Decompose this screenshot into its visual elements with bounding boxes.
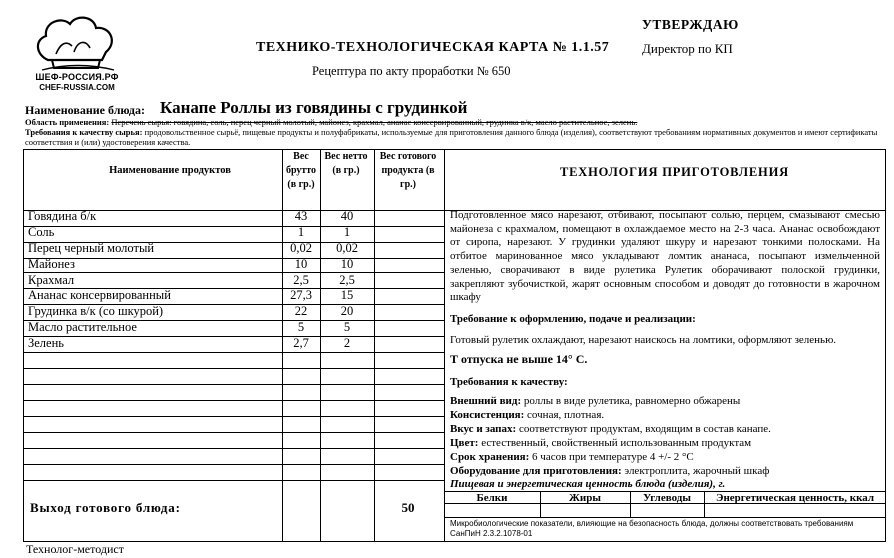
ingredient-name: Ананас консервированный	[28, 288, 171, 302]
nutrition-protein-header: Белки	[476, 492, 508, 504]
look-text: роллы в виде рулетика, равномерно обжарены	[523, 395, 741, 407]
scope-text: Перечень сырья: говядина, соль, перец черный молотый, майонез, крахмал, ананас консервированный, грудинка в/к, масло растительное, зелень.	[111, 117, 638, 127]
storage-line	[450, 451, 880, 465]
requirements-line	[25, 128, 885, 147]
logo-text-en: CHEF-RUSSIA.COM	[39, 83, 115, 92]
nutrition-title: Пищевая и энергетическая ценность блюда (изделия), г.	[450, 478, 726, 490]
ingredient-net: 2	[343, 336, 351, 350]
serving-temperature: Т отпуска не выше 14° С.	[450, 352, 588, 366]
color-text: естественный, свойственный использованным продуктам	[481, 437, 752, 449]
director-label: Директор по КП	[642, 41, 733, 56]
color-line	[450, 437, 880, 451]
ingredient-gross: 10	[294, 257, 308, 271]
equipment-line	[450, 465, 880, 479]
ingredient-gross: 1	[297, 225, 305, 239]
consistency-text: сочная, плотная.	[527, 409, 605, 421]
ingredient-net: 2,5	[339, 273, 355, 287]
col-ready-header: Вес готового продукта (в гр.)	[379, 151, 437, 190]
ingredient-net: 5	[343, 320, 351, 334]
ingredient-name: Майонез	[28, 257, 75, 271]
nutrition-fat-header: Жиры	[569, 492, 601, 504]
serving-title: Требование к оформлению, подаче и реализации:	[450, 313, 696, 325]
approve-label: УТВЕРЖДАЮ	[642, 17, 739, 32]
nutrition-carbs-header: Углеводы	[643, 492, 691, 504]
ingredient-name: Крахмал	[28, 273, 75, 287]
ingredient-net: 20	[340, 304, 354, 318]
card-subtitle: Рецептура по акту проработки № 650	[312, 64, 511, 78]
ingredient-gross: 0,02	[290, 241, 312, 255]
ingredient-name: Масло растительное	[28, 320, 137, 334]
yield-label: Выход готового блюда:	[30, 500, 181, 515]
ingredient-gross: 43	[294, 209, 308, 223]
storage-text: 6 часов при температуре 4 +/- 2 °С	[532, 451, 694, 463]
look-label: Внешний вид:	[450, 395, 522, 407]
color-label: Цвет:	[450, 437, 479, 449]
col-net-header: Вес нетто (в гр.)	[324, 151, 368, 176]
storage-label: Срок хранения:	[450, 451, 530, 463]
ingredient-name: Перец черный молотый	[28, 241, 155, 255]
requirements-text: продовольственное сырьё, пищевые продукты и полуфабрикаты, используемые для приготовления данного блюда (изделия), соответствуют требованиям нормативных документов и имеют сертификаты соответствия и (или) удостоверения качества.	[25, 127, 878, 147]
ingredient-name: Зелень	[28, 336, 64, 350]
equipment-label: Оборудование для приготовления:	[450, 465, 622, 477]
microbiology-note: Микробиологические показатели, влияющие на безопасность блюда, должны соответствовать требованиям СанПиН 2.3.2.1078-01	[450, 519, 854, 538]
ingredient-gross: 2,5	[293, 273, 309, 287]
consistency-label: Консистенция:	[450, 409, 525, 421]
col-product-header: Наименование продуктов	[109, 165, 231, 176]
logo-text-ru: ШЕФ-РОССИЯ.РФ	[35, 72, 119, 82]
yield-value: 50	[401, 500, 415, 515]
card-title: ТЕХНИКО-ТЕХНОЛОГИЧЕСКАЯ КАРТА № 1.1.57	[256, 40, 610, 55]
tech-section-title: ТЕХНОЛОГИЯ ПРИГОТОВЛЕНИЯ	[560, 165, 789, 179]
scope-label: Область применения:	[25, 117, 110, 127]
taste-line	[450, 423, 880, 437]
quality-title: Требования к качеству:	[450, 376, 568, 388]
ingredient-net: 1	[343, 225, 351, 239]
ingredient-net: 10	[340, 257, 354, 271]
process-text: Подготовленное мясо нарезают, отбивают, посыпают солью, перцем, смазывают смесью майонеза с крахмалом, помещают в охлаждаемое место на 2-3 часа. Ананас освобождают от сиропа, нарезают. У грудинки удаляют шкуру и нарезают тонкими полосками. На отбитое маринованное мясо укладывают ломтик ананаса, посыпают измельченной зеленью, сворачивают в виде рулетика Рулетик оборачивают полоской грудинки, закрепляют зубочисткой, жарят основным способом и доводят до готовности в жарочном шкафу	[450, 209, 880, 304]
ingredient-name: Соль	[28, 225, 55, 239]
dish-name: Канапе Роллы из говядины с грудинкой	[160, 98, 468, 117]
ingredient-net: 0,02	[336, 241, 358, 255]
ingredient-gross: 22	[294, 304, 308, 318]
taste-text: соответствуют продуктам, входящим в состав канапе.	[518, 423, 771, 435]
serving-text: Готовый рулетик охлаждают, нарезают наискось на ломтики, оформляют зеленью.	[450, 334, 837, 346]
col-gross-header: Вес брутто (в гр.)	[285, 151, 317, 190]
equipment-text: электроплита, жарочный шкаф	[624, 465, 770, 477]
ingredient-name: Грудинка в/к (со шкурой)	[28, 304, 164, 318]
requirements-label: Требования к качеству сырья:	[25, 127, 143, 137]
taste-label: Вкус и запах:	[450, 423, 517, 435]
ingredient-gross: 27,3	[290, 288, 312, 302]
ingredient-net: 15	[340, 288, 354, 302]
ingredient-gross: 5	[297, 320, 305, 334]
ingredient-net: 40	[340, 209, 354, 223]
look-line	[450, 395, 880, 409]
consistency-line	[450, 409, 880, 423]
ingredient-gross: 2,7	[293, 336, 309, 350]
technologist-label: Технолог-методист	[26, 542, 124, 556]
ingredient-name: Говядина б/к	[28, 209, 97, 223]
nutrition-energy-header: Энергетическая ценность, ккал	[715, 492, 875, 504]
dish-label: Наименование блюда:	[25, 103, 145, 117]
